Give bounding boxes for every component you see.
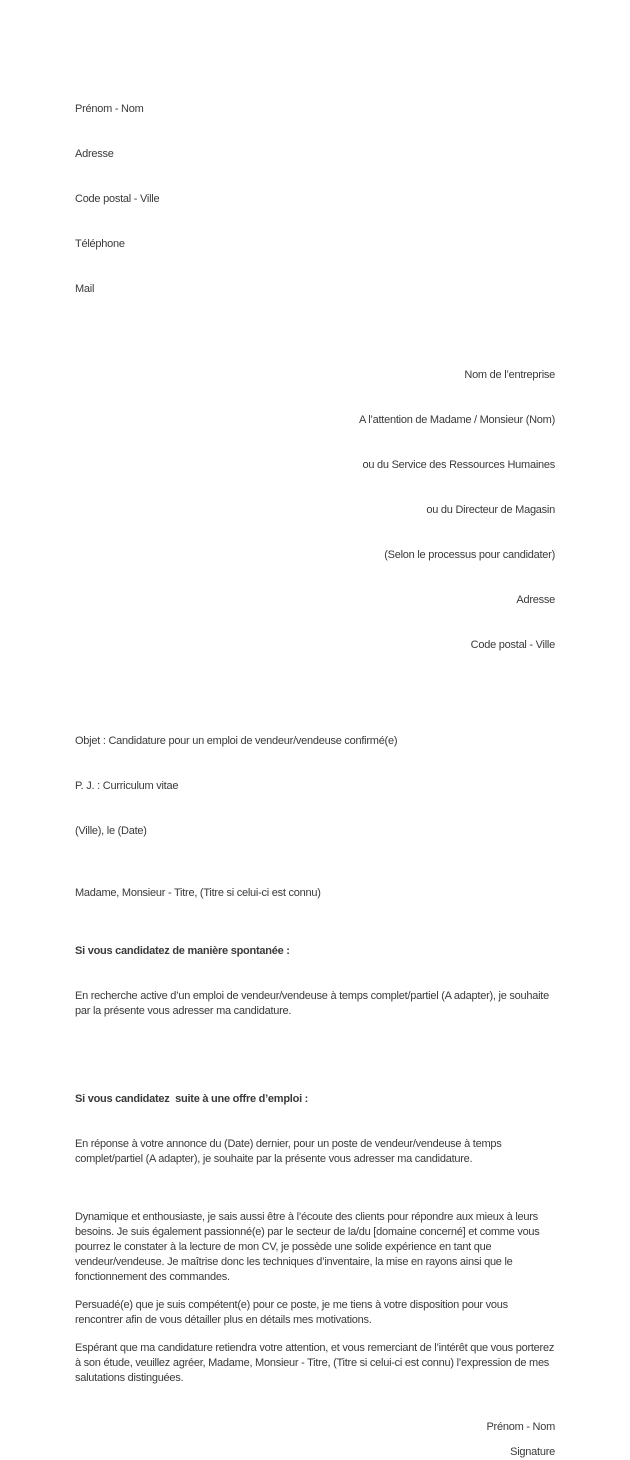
recipient-company: Nom de l’entreprise	[464, 369, 555, 381]
sender-phone: Téléphone	[75, 238, 125, 250]
recipient-address: Adresse	[516, 594, 555, 606]
recipient-note: (Selon le processus pour candidater)	[384, 549, 555, 561]
spontaneous-text: En recherche active d’un emploi de vendeur/vendeuse à temps complet/partiel (A adapter), je souhaite par la présente vous adresser ma candidature.	[75, 990, 552, 1017]
place-date-line: (Ville), le (Date)	[75, 825, 147, 837]
recipient-alt-service: ou du Service des Ressources Humaines	[362, 459, 555, 471]
paragraph-offer	[75, 1062, 555, 1197]
signature-name: Prénom - Nom	[486, 1421, 555, 1433]
sender-postal-city: Code postal - Ville	[75, 193, 160, 205]
offer-heading: Si vous candidatez suite à une offre d’emploi :	[75, 1093, 309, 1105]
subject-line: Objet : Candidature pour un emploi de vendeur/vendeuse confirmé(e)	[75, 735, 398, 747]
paragraph-skills: Dynamique et enthousiaste, je sais aussi être à l’écoute des clients pour répondre aux mieux à leurs besoins. Je suis également passionné(e) par le secteur de la/du [domaine concerné] et comme vous pourrez le constater à la lecture de mon CV, je possède une solide expérience en tant que vendeur/vendeuse. Je maîtrise donc les techniques d’inventaire, la mise en rayons ainsi que le fonctionnement des commandes.	[75, 1211, 543, 1283]
recipient-postal-city: Code postal - Ville	[470, 639, 555, 651]
recipient-block	[75, 338, 555, 683]
signature-label: Signature	[510, 1446, 555, 1458]
recipient-alt-director: ou du Directeur de Magasin	[426, 504, 555, 516]
paragraph-availability: Persuadé(e) que je suis compétent(e) pour ce poste, je me tiens à votre disposition pour vous rencontrer afin de vous détailler plus en détails mes motivations.	[75, 1299, 511, 1326]
sender-block	[75, 72, 555, 327]
recipient-attention: A l’attention de Madame / Monsieur (Nom)	[358, 414, 555, 426]
sender-name: Prénom - Nom	[75, 103, 144, 115]
offer-text: En réponse à votre annonce du (Date) dernier, pour un poste de vendeur/vendeuse à temps complet/partiel (A adapter), je souhaite par la présente vous adresser ma candidature.	[75, 1138, 505, 1165]
salutation-line: Madame, Monsieur - Titre, (Titre si celui-ci est connu)	[75, 887, 321, 899]
sender-address: Adresse	[75, 148, 114, 160]
sender-mail: Mail	[75, 283, 95, 295]
attachment-line: P. J. : Curriculum vitae	[75, 780, 179, 792]
paragraph-closing: Espérant que ma candidature retiendra votre attention, et vous remerciant de l’intérêt que vous porterez à son étude, veuillez agréer, Madame, Monsieur - Titre, (Titre si celui-ci est connu) l’expression de mes salutations distinguées.	[75, 1342, 557, 1384]
spontaneous-heading: Si vous candidatez de manière spontanée :	[75, 945, 290, 957]
paragraph-spontaneous	[75, 914, 555, 1049]
reference-block	[75, 704, 555, 869]
